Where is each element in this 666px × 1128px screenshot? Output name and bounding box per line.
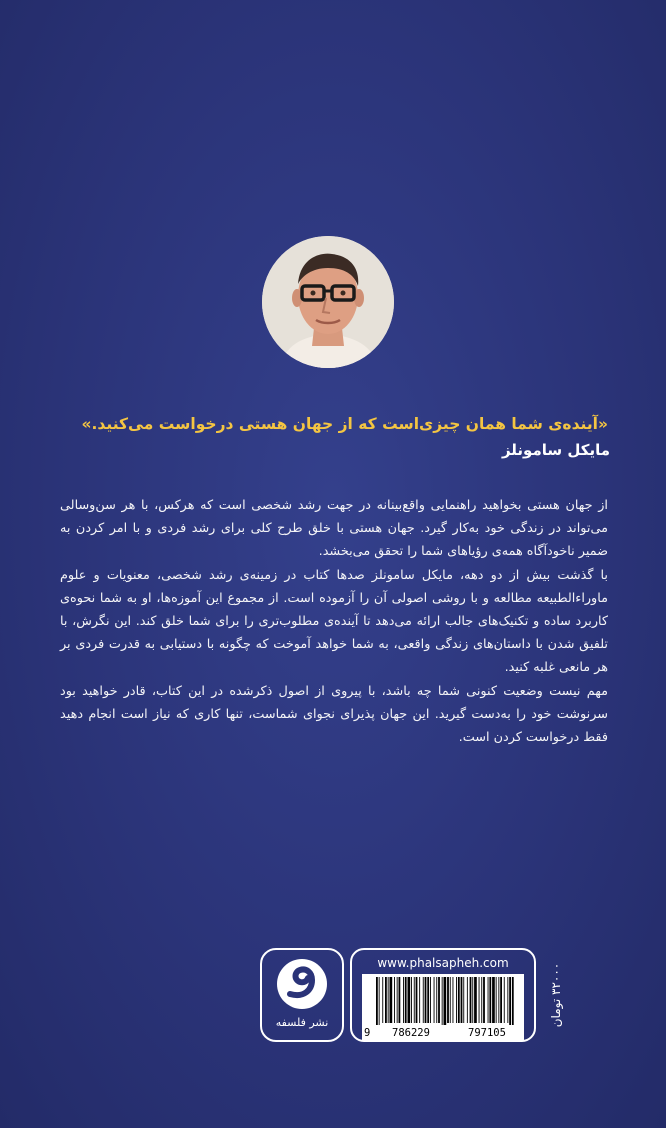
barcode-bar	[447, 977, 449, 1023]
barcode-bar	[394, 977, 395, 1023]
book-quote: «آینده‌ی شما همان چیزی‌است که از جهان هستی درخواست می‌کنید.»	[81, 415, 608, 433]
barcode-bar	[416, 977, 418, 1023]
publisher-name: نشر فلسفه	[275, 1016, 329, 1029]
barcode-bar	[472, 977, 473, 1023]
isbn-number	[362, 1025, 524, 1041]
barcode-bar	[399, 977, 401, 1023]
barcode-bar	[498, 977, 499, 1023]
description-paragraph: مهم نیست وضعیت کنونی شما چه باشد، با پیروی از اصول ذکرشده در این کتاب، قادر خواهید بود سرنوشت خود را به‌دست گیرید. این جهان پذیرای نجوای شماست، تنها کاری که نیاز است انجام دهید فقط درخواست کردن است.	[60, 683, 608, 746]
barcode-bar	[376, 977, 378, 1026]
isbn-prefix: 9	[364, 1027, 371, 1039]
barcode-bar	[488, 977, 489, 1023]
barcode-box	[350, 948, 536, 1042]
barcode-bar	[408, 977, 411, 1023]
barcode-bar	[397, 977, 398, 1023]
barcode-bar	[492, 977, 495, 1023]
barcode-bar	[414, 977, 415, 1023]
barcode-bar	[507, 977, 508, 1023]
barcode-bar	[423, 977, 424, 1023]
book-price: ۳۲۰۰۰ تومان	[549, 962, 563, 1028]
barcode-bar	[512, 977, 514, 1026]
barcode-bar	[390, 977, 393, 1023]
barcode-bar	[504, 977, 505, 1023]
barcode-bar	[450, 977, 451, 1023]
barcode-bar	[379, 977, 380, 1026]
barcode-bar	[436, 977, 437, 1023]
barcode-bar	[479, 977, 480, 1023]
barcode-bar	[411, 977, 412, 1023]
barcode-bar	[444, 977, 447, 1026]
publisher-website: www.phalsapheh.com	[377, 956, 509, 970]
barcode-bar	[461, 977, 463, 1023]
barcode-bar	[483, 977, 485, 1023]
author-photo	[262, 236, 394, 368]
barcode-icon	[362, 974, 524, 1026]
barcode-bar	[434, 977, 435, 1023]
barcode-bar	[405, 977, 407, 1023]
barcode-bar	[388, 977, 389, 1023]
barcode-bar	[385, 977, 387, 1023]
publisher-logo-icon	[274, 956, 330, 1012]
barcode-bar	[467, 977, 468, 1023]
barcode-bar	[470, 977, 472, 1023]
barcode-bar	[438, 977, 440, 1023]
barcode-bar	[453, 977, 454, 1023]
barcode-bar	[496, 977, 497, 1023]
isbn-group-2: 797105	[468, 1027, 506, 1039]
barcode-bar	[427, 977, 429, 1023]
barcode-bar	[500, 977, 502, 1023]
description-paragraph: از جهان هستی بخواهید راهنمایی واقع‌بینانه در جهت رشد شخصی است که هرکس، با هر سن‌وسالی می‌تواند در زندگی خود به‌کار گیرد. جهان هستی با خلق طرح کلی برای رشد فردی و با امر کردن به ضمیر ناخودآگاه همه‌ی رؤیاهای شما را تحقق می‌بخشد.	[60, 498, 608, 560]
barcode-bar	[425, 977, 427, 1023]
barcode-bar	[430, 977, 431, 1023]
publisher-box	[260, 948, 344, 1042]
barcode-bar	[456, 977, 457, 1023]
barcode-bar	[509, 977, 511, 1026]
barcode-bar	[442, 977, 443, 1026]
barcode-bar	[481, 977, 482, 1023]
book-description	[60, 494, 608, 749]
description-paragraph: با گذشت بیش از دو دهه، مایکل سامونلز صدها کتاب در زمینه‌ی رشد شخصی، معنویات و علوم ماوراءالطبیعه مطالعه و با روشی اصولی آن را آزموده است. از مجموع این آموزه‌ها، او به شما نحوه‌ی کاربرد ساده و تکنیک‌های جالب ارائه می‌دهد تا آینده‌ی مطلوب‌تری را برای شما خلق کند. این نگرش، با تلفیق شدن با داستان‌های زندگی واقعی، به شما خواهد آموخت که چگونه با دستیابی به قدرت فردی بر هر مانعی غلبه کنید.	[60, 567, 608, 676]
barcode-bar	[489, 977, 491, 1023]
barcode-bar	[463, 977, 464, 1023]
isbn-group-1: 786229	[392, 1027, 430, 1039]
barcode-bar	[474, 977, 477, 1023]
barcode-bar	[403, 977, 404, 1023]
barcode-bar	[382, 977, 383, 1023]
barcode-bar	[419, 977, 420, 1023]
author-name: مایکل سامونلز	[501, 441, 610, 459]
barcode-bar	[458, 977, 460, 1023]
